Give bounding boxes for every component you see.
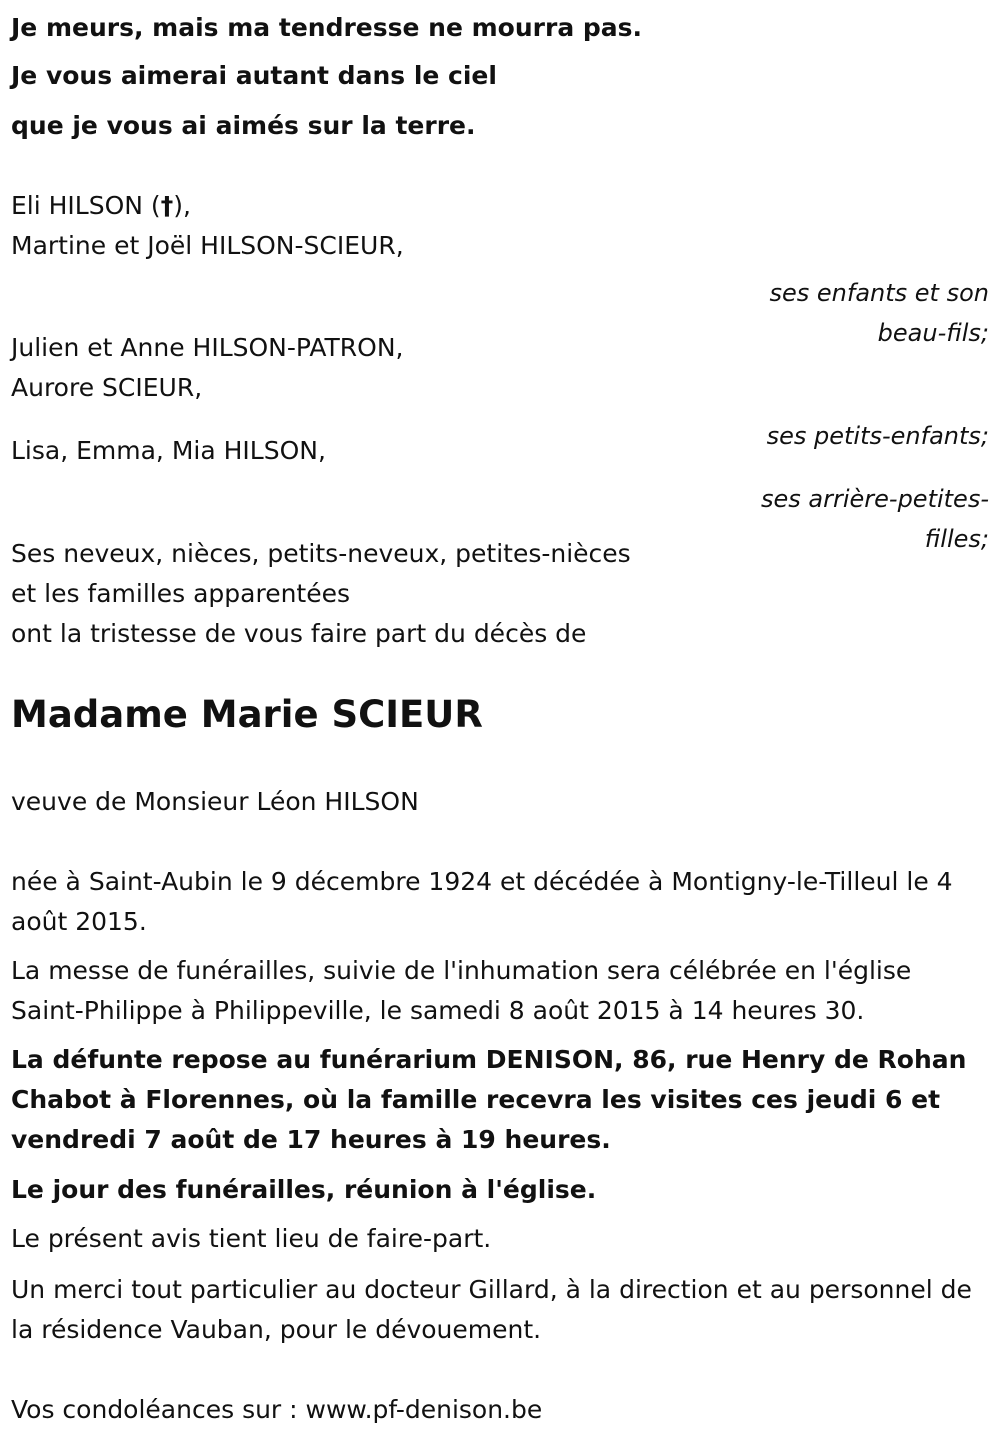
quote-line-1: Je meurs, mais ma tendresse ne mourra pas. [11,13,643,42]
great-grandchildren-label-line-2: filles; [924,525,989,553]
deceased-name: Madame Marie SCIEUR [11,693,483,736]
grandchildren-label: ses petits-enfants; [766,422,989,450]
children-label-line-2: beau-fils; [877,319,989,347]
quote-line-2: Je vous aimerai autant dans le ciel [11,61,497,90]
repose-details: La défunte repose au funérarium DENISON, 86, rue Henry de Rohan Chabot à Florennes, où la famille recevra les visites ces jeudi 6 et vendredi 7 août de 17 heures à 19 heures. [11,1045,967,1154]
announcement-line-2: et les familles apparentées [11,579,351,608]
thanks-details: Un merci tout particulier au docteur Gillard, à la direction et au personnel de la résidence Vauban, pour le dévouement. [11,1275,972,1344]
family-aurore: Aurore SCIEUR, [11,373,203,402]
family-martine-joel: Martine et Joël HILSON-SCIEUR, [11,231,404,260]
family-lisa-emma-mia: Lisa, Emma, Mia HILSON, [11,436,326,465]
notice-details: Le présent avis tient lieu de faire-part. [11,1224,492,1253]
widow-of: veuve de Monsieur Léon HILSON [11,787,419,816]
condolences-link[interactable]: Vos condoléances sur : www.pf-denison.be [11,1395,543,1424]
quote-line-3: que je vous ai aimés sur la terre. [11,111,476,140]
children-label-line-1: ses enfants et son [769,279,989,307]
meeting-details: Le jour des funérailles, réunion à l'église. [11,1175,597,1204]
great-grandchildren-label-line-1: ses arrière-petites- [761,485,989,513]
family-eli [11,186,191,226]
family-eli-suffix: ), [173,191,191,220]
birth-death-details: née à Saint-Aubin le 9 décembre 1924 et décédée à Montigny-le-Tilleul le 4 août 2015. [11,867,953,936]
announcement-line-1: Ses neveux, nièces, petits-neveux, petites-nièces [11,539,631,568]
mass-details: La messe de funérailles, suivie de l'inhumation sera célébrée en l'église Saint-Philippe à Philippeville, le samedi 8 août 2015 à 14 heures 30. [11,956,912,1025]
cross-icon: † [160,191,174,220]
family-julien-anne: Julien et Anne HILSON-PATRON, [11,333,404,362]
family-eli-name: Eli HILSON ( [11,191,161,220]
announcement-line-3: ont la tristesse de vous faire part du décès de [11,619,587,648]
